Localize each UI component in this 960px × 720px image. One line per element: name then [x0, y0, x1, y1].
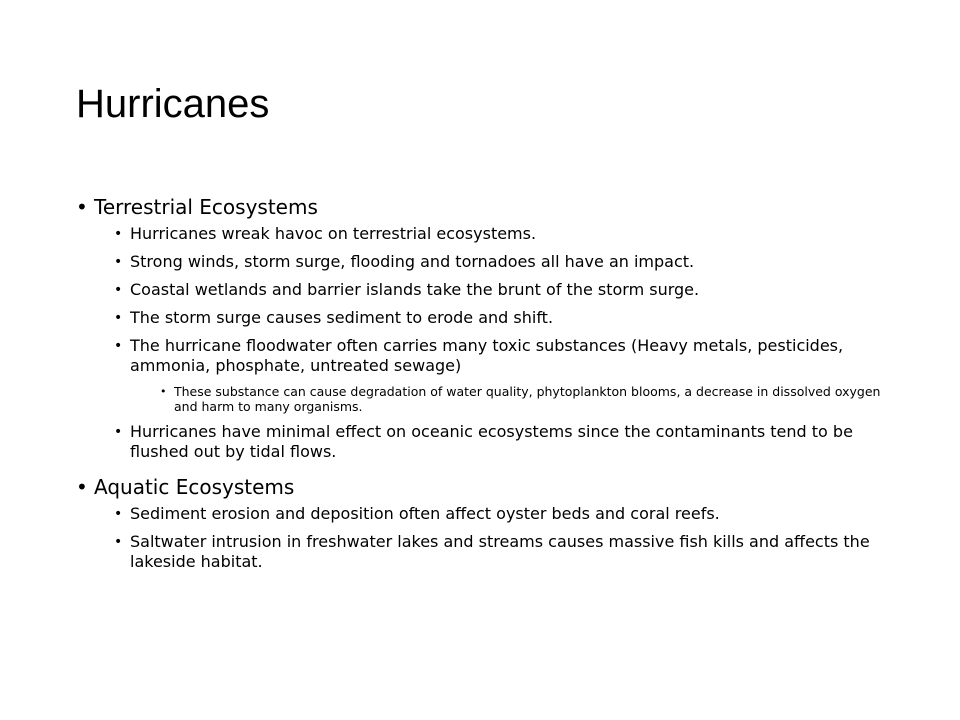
- list-item-text: Coastal wetlands and barrier islands take the brunt of the storm surge.: [130, 280, 700, 299]
- list-item: [114, 422, 896, 462]
- list-item-text: Hurricanes have minimal effect on oceanic ecosystems since the contaminants tend to be flushed out by tidal flows.: [130, 422, 853, 461]
- bullet-icon: •: [76, 195, 88, 219]
- bullet-icon: •: [76, 475, 88, 499]
- bullet-icon: •: [114, 506, 123, 522]
- bullet-icon: •: [114, 282, 123, 298]
- sub-list-item-text: These substance can cause degradation of water quality, phytoplankton blooms, a decrease in dissolved oxygen and harm to many organisms.: [174, 384, 881, 414]
- sub-list-item: [160, 384, 896, 414]
- list-item: [114, 252, 896, 272]
- list-item: [114, 280, 896, 300]
- section-heading-aquatic: [76, 474, 896, 500]
- list-item-text: Saltwater intrusion in freshwater lakes and streams causes massive fish kills and affects the lakeside habitat.: [130, 532, 870, 571]
- list-item: [114, 308, 896, 328]
- bullet-icon: •: [114, 424, 123, 440]
- section-heading-label: Terrestrial Ecosystems: [94, 195, 318, 219]
- slide-body: [76, 194, 896, 580]
- list-item: [114, 336, 896, 376]
- section-heading-label: Aquatic Ecosystems: [94, 475, 295, 499]
- bullet-icon: •: [114, 254, 123, 270]
- slide-title: Hurricanes: [76, 82, 270, 126]
- list-item-text: Hurricanes wreak havoc on terrestrial ecosystems.: [130, 224, 537, 243]
- list-item: [114, 224, 896, 244]
- list-item-text: The hurricane floodwater often carries many toxic substances (Heavy metals, pesticides, ammonia, phosphate, untreated sewage): [130, 336, 844, 375]
- list-item-text: The storm surge causes sediment to erode and shift.: [130, 308, 554, 327]
- section-heading-terrestrial: [76, 194, 896, 220]
- list-item-text: Sediment erosion and deposition often affect oyster beds and coral reefs.: [130, 504, 720, 523]
- bullet-icon: •: [160, 385, 167, 398]
- bullet-icon: •: [114, 338, 123, 354]
- bullet-icon: •: [114, 310, 123, 326]
- bullet-icon: •: [114, 226, 123, 242]
- list-item: [114, 532, 896, 572]
- list-item: [114, 504, 896, 524]
- bullet-icon: •: [114, 534, 123, 550]
- list-item-text: Strong winds, storm surge, flooding and tornadoes all have an impact.: [130, 252, 695, 271]
